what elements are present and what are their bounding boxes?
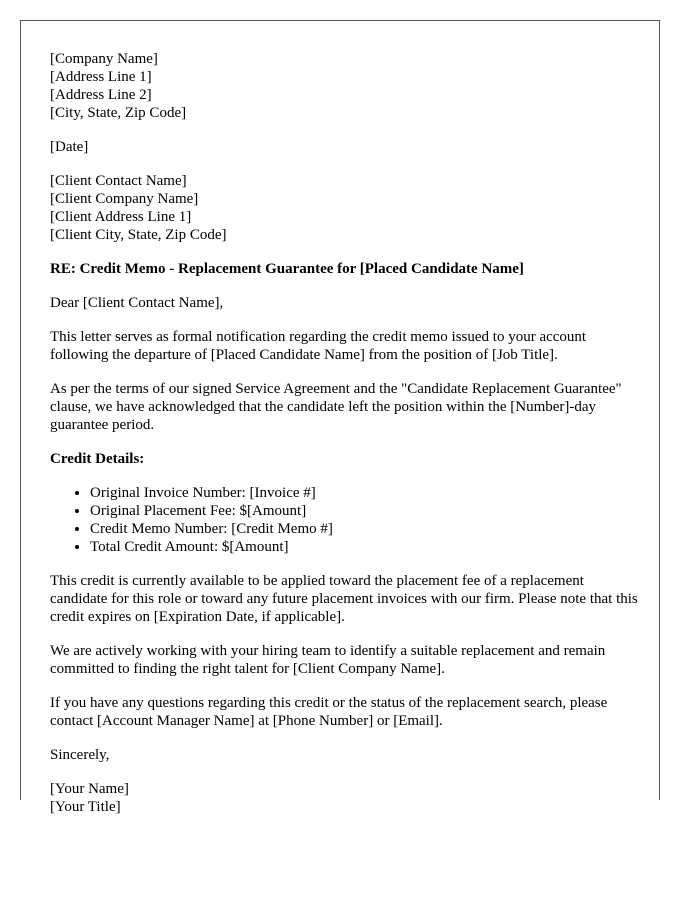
body-paragraph: If you have any questions regarding this credit or the status of the replacement search, please contact [Account Manager Name] at [Phone Number] or [Email].: [50, 695, 608, 729]
credit-details-list: [50, 484, 640, 556]
recipient-city-state-zip: [Client City, State, Zip Code]: [50, 227, 227, 243]
body-paragraph: We are actively working with your hiring team to identify a suitable replacement and remain committed to finding the right talent for [Client Company Name].: [50, 643, 606, 677]
list-item: • Credit Memo Number: [Credit Memo #]: [90, 520, 640, 538]
signature-title: [Your Title]: [50, 799, 121, 815]
signature-name: [Your Name]: [50, 781, 129, 797]
signature-block: [50, 780, 640, 816]
signoff: Sincerely,: [50, 747, 110, 763]
salutation: Dear [Client Contact Name],: [50, 295, 224, 311]
list-item: • Total Credit Amount: $[Amount]: [90, 538, 640, 556]
recipient-address-line-1: [Client Address Line 1]: [50, 209, 192, 225]
recipient-address: [50, 172, 640, 244]
body-paragraph: This letter serves as formal notification regarding the credit memo issued to your account following the departure of [Placed Candidate Name] from the position of [Job Title].: [50, 329, 587, 363]
body-paragraph: This credit is currently available to be applied toward the placement fee of a replacement candidate for this role or toward any future placement invoices with our firm. Please note that this credit expires on [Expiration Date, if applicable].: [50, 573, 638, 625]
sender-address-line-2: [Address Line 2]: [50, 87, 152, 103]
sender-address-line-1: [Address Line 1]: [50, 69, 152, 85]
subject-line: RE: Credit Memo - Replacement Guarantee for [Placed Candidate Name]: [50, 261, 524, 277]
letter-body: [50, 50, 640, 832]
letter-page: [20, 20, 660, 815]
recipient-contact-name: [Client Contact Name]: [50, 173, 187, 189]
sender-address: [50, 50, 640, 122]
recipient-company-name: [Client Company Name]: [50, 191, 199, 207]
sender-city-state-zip: [City, State, Zip Code]: [50, 105, 187, 121]
list-item: • Original Placement Fee: $[Amount]: [90, 502, 640, 520]
body-paragraph: As per the terms of our signed Service Agreement and the "Candidate Replacement Guarantee" clause, we have acknowledged that the candidate left the position within the [Number]-day guarantee period.: [50, 381, 622, 433]
letter-date: [Date]: [50, 139, 89, 155]
list-item: • Original Invoice Number: [Invoice #]: [90, 484, 640, 502]
credit-details-heading: Credit Details:: [50, 451, 145, 467]
sender-company-name: [Company Name]: [50, 51, 158, 67]
